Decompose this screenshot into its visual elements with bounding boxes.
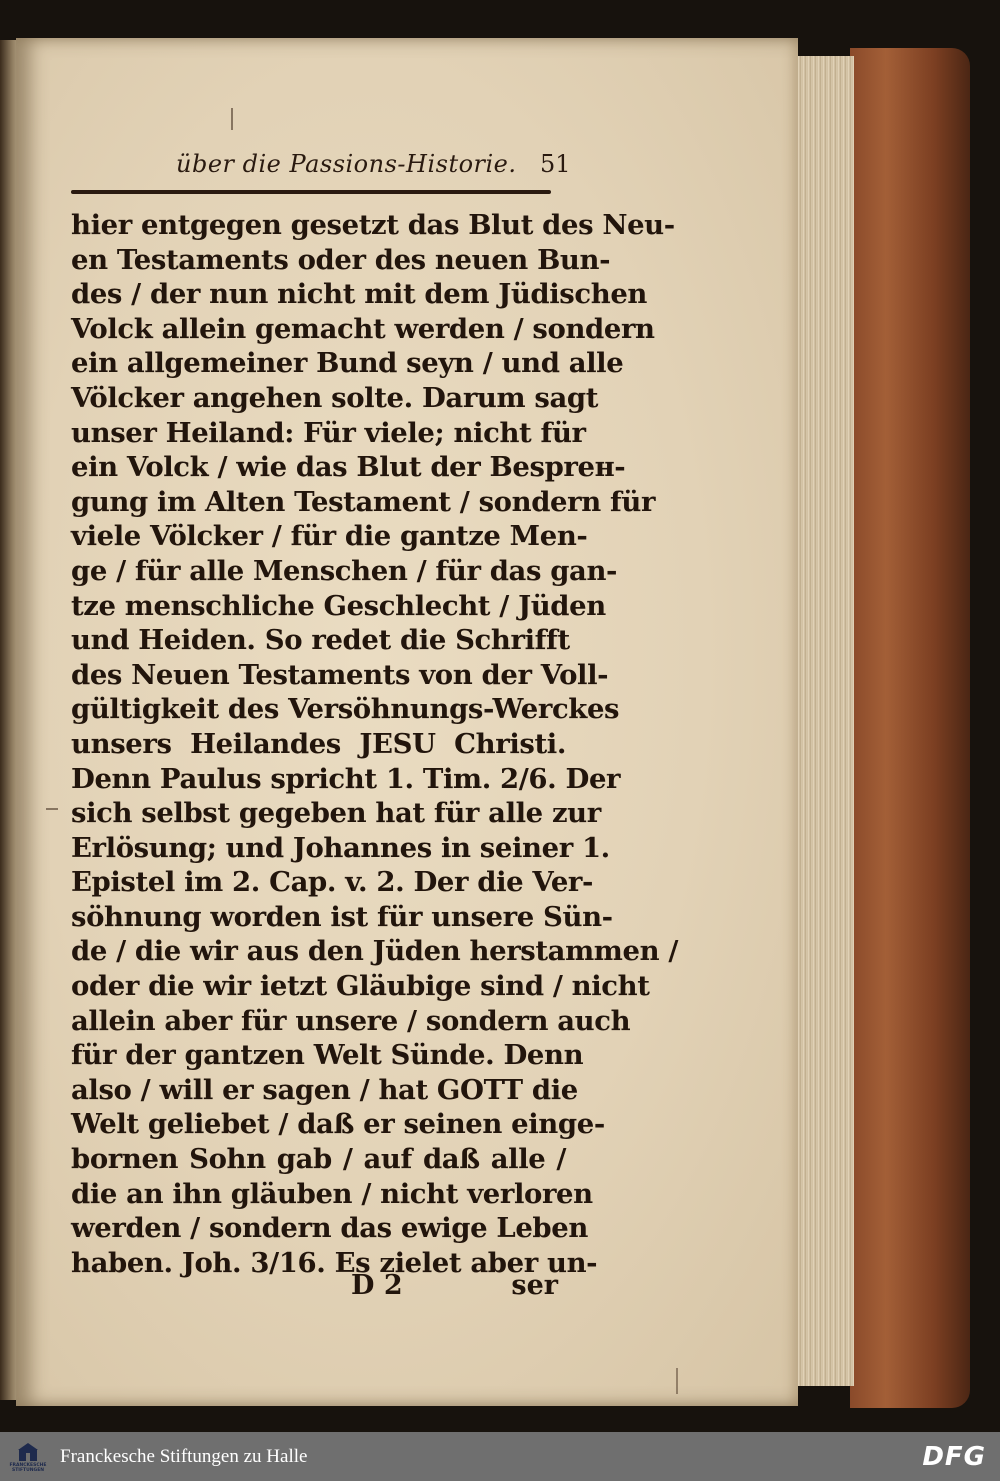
- text-line: Völcker angehen solte. Darum sagt: [71, 381, 599, 414]
- page-header: [176, 146, 571, 186]
- text-line: oder die wir ietzt Gläubige sind / nicht: [71, 970, 650, 1003]
- text-line: also / will er sagen / hat GOTT die: [71, 1073, 578, 1106]
- running-title: über die Passions-Historie.: [176, 150, 517, 178]
- institution-name: Franckesche Stiftungen zu Halle: [60, 1445, 308, 1467]
- text-line: und Heiden. So redet die Schrifft: [71, 624, 570, 657]
- text-line: hier entgegen gesetzt das Blut des Neu-: [71, 209, 675, 241]
- text-line: ge / für alle Menschen / für das gan-: [71, 554, 618, 587]
- text-line: haben. Joh. 3/16. Es zielet aber un-: [71, 1246, 598, 1279]
- text-line: werden / sondern das ewige Leben: [71, 1212, 588, 1245]
- signature-mark: D 2: [351, 1270, 403, 1301]
- text-line: unser Heiland: Für viele; nicht für: [71, 416, 586, 449]
- text-line: Welt geliebet / daß er seinen einge-: [71, 1108, 605, 1141]
- text-line: allein aber für unsere / sondern auch: [71, 1004, 631, 1037]
- franckesche-logo[interactable]: [8, 1435, 48, 1479]
- text-line: bornen Sohn gab / auf daß alle /: [71, 1143, 566, 1176]
- book-page: [16, 38, 798, 1406]
- text-line: en Testaments oder des neuen Bun-: [71, 243, 611, 276]
- paper-mark: [46, 808, 58, 810]
- text-line: für der gantzen Welt Sünde. Denn: [71, 1039, 584, 1072]
- text-line: die an ihn gläuben / nicht verloren: [71, 1177, 593, 1210]
- text-line: tze menschliche Geschlecht / Jüden: [71, 589, 606, 622]
- institution-logo-icon: [17, 1441, 39, 1463]
- logo-text: FRANCKESCHE STIFTUNGEN: [9, 1462, 47, 1473]
- leather-cover: [850, 48, 970, 1408]
- text-line: söhnung worden ist für unsere Sün-: [71, 900, 613, 933]
- text-line: des / der nun nicht mit dem Jüdischen: [71, 278, 648, 311]
- body-text: [71, 208, 678, 1280]
- text-line: Erlösung; und Johannes in seiner 1.: [71, 831, 610, 864]
- header-rule: [71, 190, 551, 194]
- text-line: Volck allein gemacht werden / sondern: [71, 312, 655, 345]
- text-line: unsers Heilandes JESU Christi.: [71, 727, 566, 760]
- page-edges: [792, 56, 854, 1386]
- text-line: Denn Paulus spricht 1. Tim. 2/6. Der: [71, 762, 621, 795]
- text-line: gültigkeit des Versöhnungs-Werckes: [71, 693, 620, 726]
- page-footer-line: [71, 1270, 566, 1306]
- text-line: gung im Alten Testament / sondern für: [71, 485, 656, 518]
- text-line: viele Völcker / für die gantze Men-: [71, 520, 588, 553]
- text-line: des Neuen Testaments von der Voll-: [71, 658, 609, 691]
- text-line: ein Volck / wie das Blut der Besprен-: [71, 451, 626, 484]
- text-line: ein allgemeiner Bund seyn / und alle: [71, 347, 624, 380]
- paper-mark: [231, 108, 233, 130]
- text-line: sich selbst gegeben hat für alle zur: [71, 797, 601, 830]
- dfg-logo[interactable]: DFG: [922, 1442, 986, 1472]
- page-number: 51: [540, 150, 571, 178]
- paper-mark: [676, 1368, 678, 1394]
- text-line: Epistel im 2. Cap. v. 2. Der die Ver-: [71, 866, 594, 899]
- footer-bar: [0, 1432, 1000, 1481]
- catchword: ser: [511, 1270, 558, 1301]
- text-line: de / die wir aus den Jüden herstammen /: [71, 935, 678, 968]
